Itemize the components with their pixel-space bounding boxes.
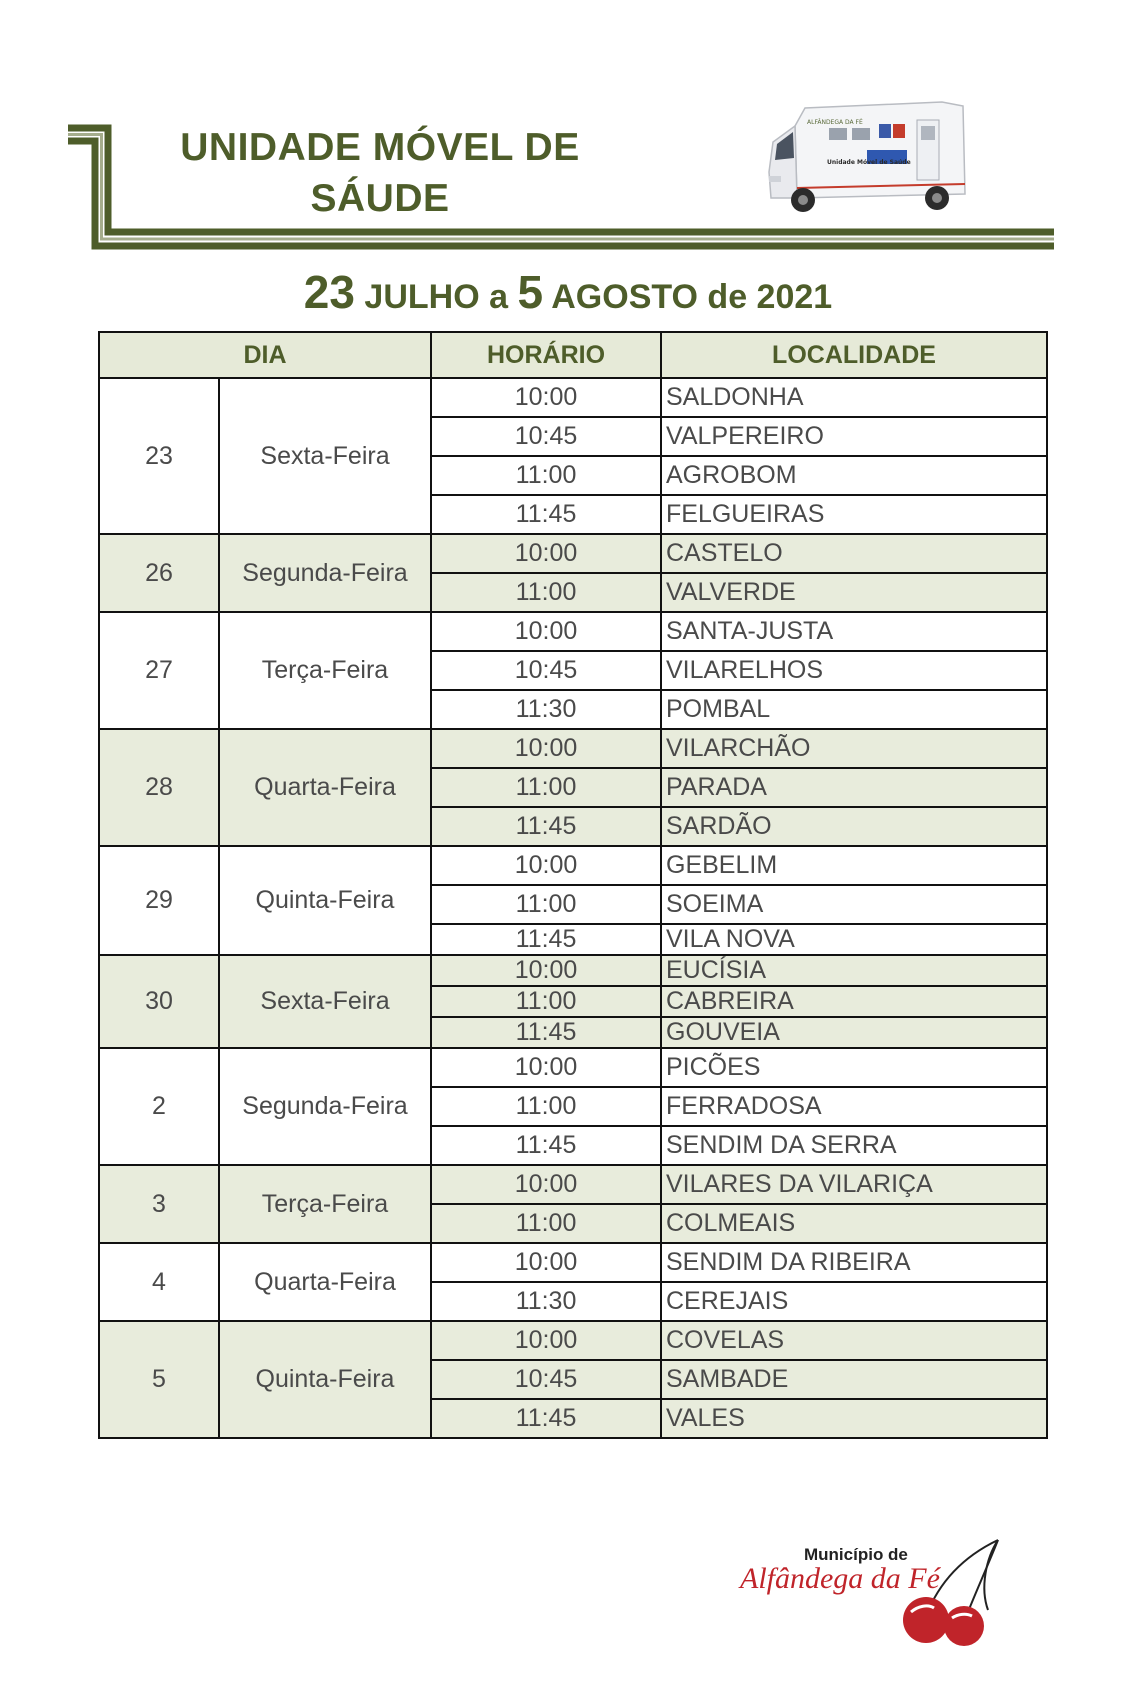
location-cell: VILARCHÃO xyxy=(661,729,1047,768)
day-number: 4 xyxy=(99,1243,219,1321)
location-cell: FERRADOSA xyxy=(661,1087,1047,1126)
location-cell: PARADA xyxy=(661,768,1047,807)
time-cell: 10:00 xyxy=(431,612,661,651)
time-cell: 10:00 xyxy=(431,955,661,986)
van-lettering: ALFÂNDEGA DA FÉ xyxy=(807,119,863,126)
time-cell: 10:00 xyxy=(431,1243,661,1282)
time-cell: 10:00 xyxy=(431,378,661,417)
time-cell: 11:45 xyxy=(431,495,661,534)
location-cell: CASTELO xyxy=(661,534,1047,573)
table-row xyxy=(99,729,1047,768)
location-cell: VILARES DA VILARIÇA xyxy=(661,1165,1047,1204)
time-cell: 10:00 xyxy=(431,1048,661,1087)
location-cell: CABREIRA xyxy=(661,986,1047,1017)
table-row xyxy=(99,1321,1047,1360)
weekday: Segunda-Feira xyxy=(219,1048,431,1165)
weekday: Quinta-Feira xyxy=(219,1321,431,1438)
time-cell: 10:00 xyxy=(431,1165,661,1204)
time-cell: 11:45 xyxy=(431,1017,661,1048)
weekday: Terça-Feira xyxy=(219,612,431,729)
table-header-row xyxy=(99,332,1047,378)
location-cell: VALES xyxy=(661,1399,1047,1438)
location-cell: GEBELIM xyxy=(661,846,1047,885)
day-number: 3 xyxy=(99,1165,219,1243)
location-cell: VALVERDE xyxy=(661,573,1047,612)
time-cell: 11:00 xyxy=(431,768,661,807)
time-cell: 11:45 xyxy=(431,807,661,846)
table-row xyxy=(99,1048,1047,1087)
location-cell: SENDIM DA RIBEIRA xyxy=(661,1243,1047,1282)
table-row xyxy=(99,955,1047,986)
schedule-table xyxy=(98,331,1048,1439)
location-cell: SOEIMA xyxy=(661,885,1047,924)
date-month-start: JULHO a xyxy=(364,278,509,316)
municipality-logo xyxy=(736,1530,1014,1650)
day-number: 23 xyxy=(99,378,219,534)
time-cell: 11:00 xyxy=(431,1204,661,1243)
time-cell: 11:30 xyxy=(431,690,661,729)
location-cell: PICÕES xyxy=(661,1048,1047,1087)
date-month-end: AGOSTO de 2021 xyxy=(551,278,833,316)
time-cell: 11:45 xyxy=(431,924,661,955)
day-number: 2 xyxy=(99,1048,219,1165)
table-row xyxy=(99,1243,1047,1282)
location-cell: CEREJAIS xyxy=(661,1282,1047,1321)
time-cell: 10:00 xyxy=(431,729,661,768)
time-cell: 10:00 xyxy=(431,534,661,573)
time-cell: 11:30 xyxy=(431,1282,661,1321)
location-cell: VILARELHOS xyxy=(661,651,1047,690)
time-cell: 11:00 xyxy=(431,456,661,495)
location-cell: FELGUEIRAS xyxy=(661,495,1047,534)
page-title xyxy=(150,122,610,224)
logo-line-2: Alfândega da Fé xyxy=(740,1562,940,1595)
location-cell: COVELAS xyxy=(661,1321,1047,1360)
location-cell: SALDONHA xyxy=(661,378,1047,417)
day-number: 26 xyxy=(99,534,219,612)
table-row xyxy=(99,846,1047,885)
weekday: Sexta-Feira xyxy=(219,955,431,1048)
day-number: 30 xyxy=(99,955,219,1048)
time-cell: 10:45 xyxy=(431,417,661,456)
cherry-left xyxy=(903,1597,949,1643)
van-caption: Unidade Móvel de Saúde xyxy=(827,159,911,166)
weekday: Sexta-Feira xyxy=(219,378,431,534)
location-cell: SAMBADE xyxy=(661,1360,1047,1399)
date-day-end: 5 xyxy=(517,266,544,318)
table-row xyxy=(99,1165,1047,1204)
title-line-2: SÁUDE xyxy=(310,177,450,220)
day-number: 29 xyxy=(99,846,219,955)
header-time: HORÁRIO xyxy=(431,332,661,378)
weekday: Segunda-Feira xyxy=(219,534,431,612)
location-cell: VILA NOVA xyxy=(661,924,1047,955)
table-row xyxy=(99,378,1047,417)
time-cell: 10:45 xyxy=(431,1360,661,1399)
table-row xyxy=(99,612,1047,651)
location-cell: SARDÃO xyxy=(661,807,1047,846)
location-cell: POMBAL xyxy=(661,690,1047,729)
location-cell: SANTA-JUSTA xyxy=(661,612,1047,651)
title-line-1: UNIDADE MÓVEL DE xyxy=(180,126,580,169)
weekday: Quarta-Feira xyxy=(219,1243,431,1321)
time-cell: 10:00 xyxy=(431,1321,661,1360)
location-cell: AGROBOM xyxy=(661,456,1047,495)
weekday: Quarta-Feira xyxy=(219,729,431,846)
time-cell: 11:00 xyxy=(431,1087,661,1126)
time-cell: 11:45 xyxy=(431,1126,661,1165)
location-cell: SENDIM DA SERRA xyxy=(661,1126,1047,1165)
date-range xyxy=(0,262,1136,327)
header-location: LOCALIDADE xyxy=(661,332,1047,378)
mobile-health-van-image xyxy=(767,98,982,218)
logo-line-1: Município de xyxy=(804,1545,908,1564)
time-cell: 10:00 xyxy=(431,846,661,885)
weekday: Terça-Feira xyxy=(219,1165,431,1243)
time-cell: 11:00 xyxy=(431,573,661,612)
day-number: 5 xyxy=(99,1321,219,1438)
location-cell: EUCÍSIA xyxy=(661,955,1047,986)
location-cell: COLMEAIS xyxy=(661,1204,1047,1243)
header-day: DIA xyxy=(99,332,431,378)
cherry-right xyxy=(944,1606,984,1646)
table-row xyxy=(99,534,1047,573)
time-cell: 11:00 xyxy=(431,986,661,1017)
day-number: 27 xyxy=(99,612,219,729)
weekday: Quinta-Feira xyxy=(219,846,431,955)
date-day-start: 23 xyxy=(303,266,355,318)
time-cell: 11:00 xyxy=(431,885,661,924)
location-cell: GOUVEIA xyxy=(661,1017,1047,1048)
location-cell: VALPEREIRO xyxy=(661,417,1047,456)
day-number: 28 xyxy=(99,729,219,846)
time-cell: 11:45 xyxy=(431,1399,661,1438)
time-cell: 10:45 xyxy=(431,651,661,690)
